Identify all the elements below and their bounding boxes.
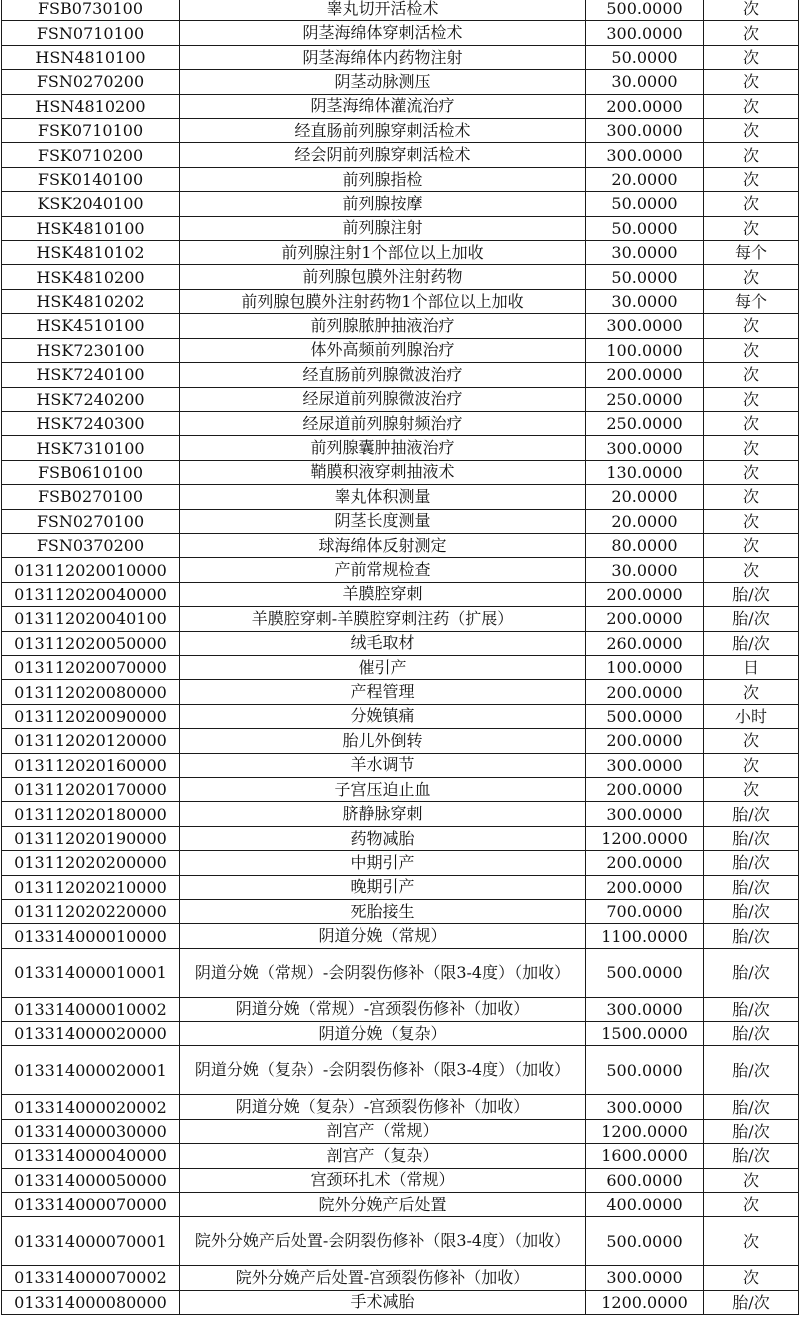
item-name-cell: 院外分娩产后处置-会阴裂伤修补（限3-4度）（加收）: [180, 1217, 586, 1266]
item-name-cell: 经直肠前列腺微波治疗: [180, 363, 586, 387]
item-name-cell: 前列腺包膜外注射药物: [180, 265, 586, 289]
item-unit-cell: 胎/次: [704, 997, 799, 1021]
item-name-cell: 中期引产: [180, 851, 586, 875]
item-unit-cell: 胎/次: [704, 1046, 799, 1095]
table-row: [2, 607, 799, 631]
item-code-cell: 013314000020001: [2, 1046, 180, 1095]
table-row: [2, 729, 799, 753]
item-code-cell: HSN4810100: [2, 45, 180, 69]
item-name-cell: 院外分娩产后处置-宫颈裂伤修补（加收）: [180, 1266, 586, 1290]
item-name-cell: 前列腺脓肿抽液治疗: [180, 314, 586, 338]
item-code-cell: 013112020210000: [2, 875, 180, 899]
item-code-cell: HSK4810102: [2, 241, 180, 265]
item-code-cell: 013112020070000: [2, 655, 180, 679]
table-row: [2, 900, 799, 924]
item-code-cell: 013314000010002: [2, 997, 180, 1021]
item-name-cell: 经会阴前列腺穿刺活检术: [180, 143, 586, 167]
item-price-cell: 400.0000: [586, 1192, 704, 1216]
item-name-cell: 睾丸体积测量: [180, 485, 586, 509]
item-price-cell: 20.0000: [586, 509, 704, 533]
item-code-cell: 013112020050000: [2, 631, 180, 655]
table-row: [2, 1168, 799, 1192]
item-unit-cell: 胎/次: [704, 1144, 799, 1168]
item-unit-cell: 次: [704, 338, 799, 362]
item-name-cell: 剖宫产（常规）: [180, 1119, 586, 1143]
item-price-cell: 200.0000: [586, 94, 704, 118]
item-name-cell: 子宫压迫止血: [180, 778, 586, 802]
item-unit-cell: 次: [704, 314, 799, 338]
item-name-cell: 羊膜腔穿刺: [180, 582, 586, 606]
table-row: [2, 558, 799, 582]
item-name-cell: 前列腺注射: [180, 216, 586, 240]
item-name-cell: 产程管理: [180, 680, 586, 704]
item-name-cell: 阴茎海绵体内药物注射: [180, 45, 586, 69]
item-code-cell: FSN0270100: [2, 509, 180, 533]
item-code-cell: 013112020040000: [2, 582, 180, 606]
item-name-cell: 前列腺按摩: [180, 192, 586, 216]
item-unit-cell: 胎/次: [704, 1095, 799, 1119]
item-price-cell: 1200.0000: [586, 1119, 704, 1143]
item-code-cell: FSN0270200: [2, 70, 180, 94]
table-row: [2, 1022, 799, 1046]
item-price-cell: 200.0000: [586, 680, 704, 704]
item-name-cell: 手术减胎: [180, 1290, 586, 1314]
table-row: [2, 1144, 799, 1168]
table-row: [2, 0, 799, 21]
item-unit-cell: 胎/次: [704, 607, 799, 631]
item-code-cell: HSN4810200: [2, 94, 180, 118]
table-row: [2, 509, 799, 533]
table-row: [2, 704, 799, 728]
item-code-cell: 013112020180000: [2, 802, 180, 826]
table-row: [2, 411, 799, 435]
item-unit-cell: 次: [704, 0, 799, 21]
item-code-cell: FSB0730100: [2, 0, 180, 21]
item-unit-cell: 每个: [704, 289, 799, 313]
item-price-cell: 500.0000: [586, 1217, 704, 1266]
item-name-cell: 阴茎动脉测压: [180, 70, 586, 94]
item-price-cell: 30.0000: [586, 558, 704, 582]
table-row: [2, 533, 799, 557]
item-unit-cell: 次: [704, 1217, 799, 1266]
item-code-cell: 013112020220000: [2, 900, 180, 924]
item-price-cell: 300.0000: [586, 1266, 704, 1290]
item-name-cell: 经尿道前列腺微波治疗: [180, 387, 586, 411]
item-name-cell: 前列腺指检: [180, 167, 586, 191]
item-code-cell: 013314000020002: [2, 1095, 180, 1119]
item-code-cell: FSK0140100: [2, 167, 180, 191]
item-price-cell: 50.0000: [586, 265, 704, 289]
item-unit-cell: 次: [704, 411, 799, 435]
item-price-cell: 500.0000: [586, 948, 704, 997]
table-row: [2, 94, 799, 118]
table-row: [2, 167, 799, 191]
item-price-cell: 130.0000: [586, 460, 704, 484]
item-unit-cell: 次: [704, 1168, 799, 1192]
table-row: [2, 948, 799, 997]
table-row: [2, 436, 799, 460]
item-code-cell: 013314000070002: [2, 1266, 180, 1290]
table-row: [2, 241, 799, 265]
item-code-cell: 013314000040000: [2, 1144, 180, 1168]
table-row: [2, 826, 799, 850]
item-price-cell: 200.0000: [586, 729, 704, 753]
table-row: [2, 851, 799, 875]
item-code-cell: 013112020190000: [2, 826, 180, 850]
item-code-cell: HSK4810202: [2, 289, 180, 313]
item-price-cell: 300.0000: [586, 21, 704, 45]
item-name-cell: 剖宫产（复杂）: [180, 1144, 586, 1168]
item-name-cell: 阴茎长度测量: [180, 509, 586, 533]
item-unit-cell: 次: [704, 533, 799, 557]
item-unit-cell: 次: [704, 558, 799, 582]
item-unit-cell: 每个: [704, 241, 799, 265]
item-name-cell: 阴道分娩（复杂）-宫颈裂伤修补（加收）: [180, 1095, 586, 1119]
table-row: [2, 119, 799, 143]
item-price-cell: 50.0000: [586, 192, 704, 216]
item-price-cell: 1500.0000: [586, 1022, 704, 1046]
item-unit-cell: 次: [704, 485, 799, 509]
table-row: [2, 655, 799, 679]
item-unit-cell: 胎/次: [704, 1119, 799, 1143]
item-code-cell: 013314000080000: [2, 1290, 180, 1314]
item-unit-cell: 次: [704, 778, 799, 802]
item-name-cell: 阴茎海绵体穿刺活检术: [180, 21, 586, 45]
item-price-cell: 200.0000: [586, 851, 704, 875]
item-name-cell: 院外分娩产后处置: [180, 1192, 586, 1216]
table-row: [2, 1217, 799, 1266]
table-row: [2, 485, 799, 509]
item-code-cell: 013314000050000: [2, 1168, 180, 1192]
item-unit-cell: 次: [704, 460, 799, 484]
table-row: [2, 216, 799, 240]
item-name-cell: 阴道分娩（复杂）: [180, 1022, 586, 1046]
item-price-cell: 1100.0000: [586, 924, 704, 948]
item-name-cell: 前列腺包膜外注射药物1个部位以上加收: [180, 289, 586, 313]
table-row: [2, 21, 799, 45]
item-name-cell: 催引产: [180, 655, 586, 679]
item-price-cell: 30.0000: [586, 70, 704, 94]
item-unit-cell: 次: [704, 509, 799, 533]
table-row: [2, 680, 799, 704]
item-unit-cell: 次: [704, 680, 799, 704]
item-name-cell: 前列腺囊肿抽液治疗: [180, 436, 586, 460]
item-unit-cell: 次: [704, 1266, 799, 1290]
table-row: [2, 778, 799, 802]
item-name-cell: 鞘膜积液穿刺抽液术: [180, 460, 586, 484]
item-unit-cell: 胎/次: [704, 948, 799, 997]
item-code-cell: HSK4810100: [2, 216, 180, 240]
table-row: [2, 1119, 799, 1143]
item-price-cell: 100.0000: [586, 655, 704, 679]
item-code-cell: 013314000030000: [2, 1119, 180, 1143]
item-unit-cell: 胎/次: [704, 631, 799, 655]
item-unit-cell: 次: [704, 94, 799, 118]
item-name-cell: 阴道分娩（复杂）-会阴裂伤修补（限3-4度）（加收）: [180, 1046, 586, 1095]
item-code-cell: FSK0710100: [2, 119, 180, 143]
item-name-cell: 经尿道前列腺射频治疗: [180, 411, 586, 435]
item-unit-cell: 次: [704, 436, 799, 460]
item-price-cell: 1200.0000: [586, 1290, 704, 1314]
item-unit-cell: 次: [704, 167, 799, 191]
item-price-cell: 200.0000: [586, 875, 704, 899]
item-price-cell: 300.0000: [586, 314, 704, 338]
item-code-cell: 013112020200000: [2, 851, 180, 875]
table-row: [2, 1046, 799, 1095]
item-name-cell: 阴道分娩（常规）-宫颈裂伤修补（加收）: [180, 997, 586, 1021]
item-unit-cell: 胎/次: [704, 1022, 799, 1046]
table-row: [2, 387, 799, 411]
item-price-cell: 200.0000: [586, 363, 704, 387]
item-code-cell: 013314000010001: [2, 948, 180, 997]
item-unit-cell: 胎/次: [704, 1290, 799, 1314]
table-row: [2, 1192, 799, 1216]
item-name-cell: 绒毛取材: [180, 631, 586, 655]
item-price-cell: 300.0000: [586, 997, 704, 1021]
item-name-cell: 体外高频前列腺治疗: [180, 338, 586, 362]
item-price-cell: 300.0000: [586, 436, 704, 460]
item-unit-cell: 次: [704, 1192, 799, 1216]
item-price-cell: 200.0000: [586, 607, 704, 631]
item-code-cell: 013314000020000: [2, 1022, 180, 1046]
table-row: [2, 582, 799, 606]
item-name-cell: 宫颈环扎术（常规）: [180, 1168, 586, 1192]
item-unit-cell: 小时: [704, 704, 799, 728]
item-name-cell: 球海绵体反射测定: [180, 533, 586, 557]
item-unit-cell: 次: [704, 265, 799, 289]
item-unit-cell: 胎/次: [704, 900, 799, 924]
item-code-cell: HSK4810200: [2, 265, 180, 289]
item-name-cell: 前列腺注射1个部位以上加收: [180, 241, 586, 265]
item-code-cell: 013112020010000: [2, 558, 180, 582]
table-row: [2, 143, 799, 167]
item-name-cell: 阴茎海绵体灌流治疗: [180, 94, 586, 118]
item-unit-cell: 次: [704, 192, 799, 216]
item-name-cell: 羊膜腔穿刺-羊膜腔穿刺注药（扩展）: [180, 607, 586, 631]
item-unit-cell: 次: [704, 363, 799, 387]
item-code-cell: KSK2040100: [2, 192, 180, 216]
item-price-cell: 200.0000: [586, 582, 704, 606]
item-name-cell: 阴道分娩（常规）: [180, 924, 586, 948]
table-row: [2, 997, 799, 1021]
item-code-cell: 013112020040100: [2, 607, 180, 631]
item-code-cell: HSK7310100: [2, 436, 180, 460]
item-price-cell: 250.0000: [586, 411, 704, 435]
item-unit-cell: 次: [704, 45, 799, 69]
table-row: [2, 802, 799, 826]
item-price-cell: 20.0000: [586, 167, 704, 191]
item-unit-cell: 日: [704, 655, 799, 679]
table-row: [2, 314, 799, 338]
item-price-cell: 200.0000: [586, 778, 704, 802]
item-code-cell: FSB0610100: [2, 460, 180, 484]
item-name-cell: 经直肠前列腺穿刺活检术: [180, 119, 586, 143]
table-row: [2, 924, 799, 948]
table-row: [2, 460, 799, 484]
item-unit-cell: 胎/次: [704, 924, 799, 948]
table-row: [2, 753, 799, 777]
table-row: [2, 363, 799, 387]
item-unit-cell: 次: [704, 21, 799, 45]
item-unit-cell: 次: [704, 729, 799, 753]
table-row: [2, 1290, 799, 1314]
item-price-cell: 700.0000: [586, 900, 704, 924]
item-code-cell: HSK7240200: [2, 387, 180, 411]
item-price-cell: 100.0000: [586, 338, 704, 362]
item-name-cell: 脐静脉穿刺: [180, 802, 586, 826]
item-name-cell: 睾丸切开活检术: [180, 0, 586, 21]
item-price-cell: 260.0000: [586, 631, 704, 655]
item-code-cell: 013314000070000: [2, 1192, 180, 1216]
item-name-cell: 产前常规检查: [180, 558, 586, 582]
price-table: [1, 0, 799, 1315]
item-name-cell: 死胎接生: [180, 900, 586, 924]
item-unit-cell: 胎/次: [704, 851, 799, 875]
item-price-cell: 50.0000: [586, 45, 704, 69]
item-unit-cell: 次: [704, 143, 799, 167]
item-code-cell: FSK0710200: [2, 143, 180, 167]
item-price-cell: 300.0000: [586, 143, 704, 167]
item-code-cell: 013112020080000: [2, 680, 180, 704]
item-code-cell: HSK7230100: [2, 338, 180, 362]
item-code-cell: HSK4510100: [2, 314, 180, 338]
item-price-cell: 1200.0000: [586, 826, 704, 850]
item-code-cell: 013112020120000: [2, 729, 180, 753]
table-body: [2, 0, 799, 1314]
item-code-cell: 013314000070001: [2, 1217, 180, 1266]
item-price-cell: 500.0000: [586, 0, 704, 21]
item-unit-cell: 次: [704, 216, 799, 240]
table-row: [2, 192, 799, 216]
item-code-cell: FSN0370200: [2, 533, 180, 557]
item-price-cell: 30.0000: [586, 289, 704, 313]
item-code-cell: HSK7240300: [2, 411, 180, 435]
item-price-cell: 500.0000: [586, 704, 704, 728]
item-name-cell: 分娩镇痛: [180, 704, 586, 728]
table-row: [2, 265, 799, 289]
item-code-cell: FSB0270100: [2, 485, 180, 509]
item-price-cell: 80.0000: [586, 533, 704, 557]
table-row: [2, 45, 799, 69]
item-price-cell: 20.0000: [586, 485, 704, 509]
table-row: [2, 631, 799, 655]
item-price-cell: 30.0000: [586, 241, 704, 265]
item-name-cell: 羊水调节: [180, 753, 586, 777]
item-unit-cell: 次: [704, 387, 799, 411]
table-row: [2, 875, 799, 899]
item-price-cell: 250.0000: [586, 387, 704, 411]
item-code-cell: FSN0710100: [2, 21, 180, 45]
item-code-cell: 013112020090000: [2, 704, 180, 728]
item-name-cell: 晚期引产: [180, 875, 586, 899]
item-price-cell: 1600.0000: [586, 1144, 704, 1168]
item-name-cell: 药物减胎: [180, 826, 586, 850]
item-code-cell: 013112020160000: [2, 753, 180, 777]
table-row: [2, 1266, 799, 1290]
item-price-cell: 600.0000: [586, 1168, 704, 1192]
item-price-cell: 300.0000: [586, 119, 704, 143]
item-name-cell: 胎儿外倒转: [180, 729, 586, 753]
item-price-cell: 300.0000: [586, 1095, 704, 1119]
item-unit-cell: 胎/次: [704, 582, 799, 606]
item-price-cell: 300.0000: [586, 753, 704, 777]
table-row: [2, 289, 799, 313]
item-price-cell: 500.0000: [586, 1046, 704, 1095]
item-unit-cell: 胎/次: [704, 802, 799, 826]
item-unit-cell: 次: [704, 70, 799, 94]
table-row: [2, 70, 799, 94]
item-unit-cell: 胎/次: [704, 875, 799, 899]
item-price-cell: 50.0000: [586, 216, 704, 240]
item-code-cell: 013314000010000: [2, 924, 180, 948]
item-name-cell: 阴道分娩（常规）-会阴裂伤修补（限3-4度）（加收）: [180, 948, 586, 997]
item-code-cell: HSK7240100: [2, 363, 180, 387]
table-row: [2, 1095, 799, 1119]
item-unit-cell: 次: [704, 753, 799, 777]
item-price-cell: 300.0000: [586, 802, 704, 826]
item-unit-cell: 次: [704, 119, 799, 143]
table-row: [2, 338, 799, 362]
item-unit-cell: 胎/次: [704, 826, 799, 850]
item-code-cell: 013112020170000: [2, 778, 180, 802]
